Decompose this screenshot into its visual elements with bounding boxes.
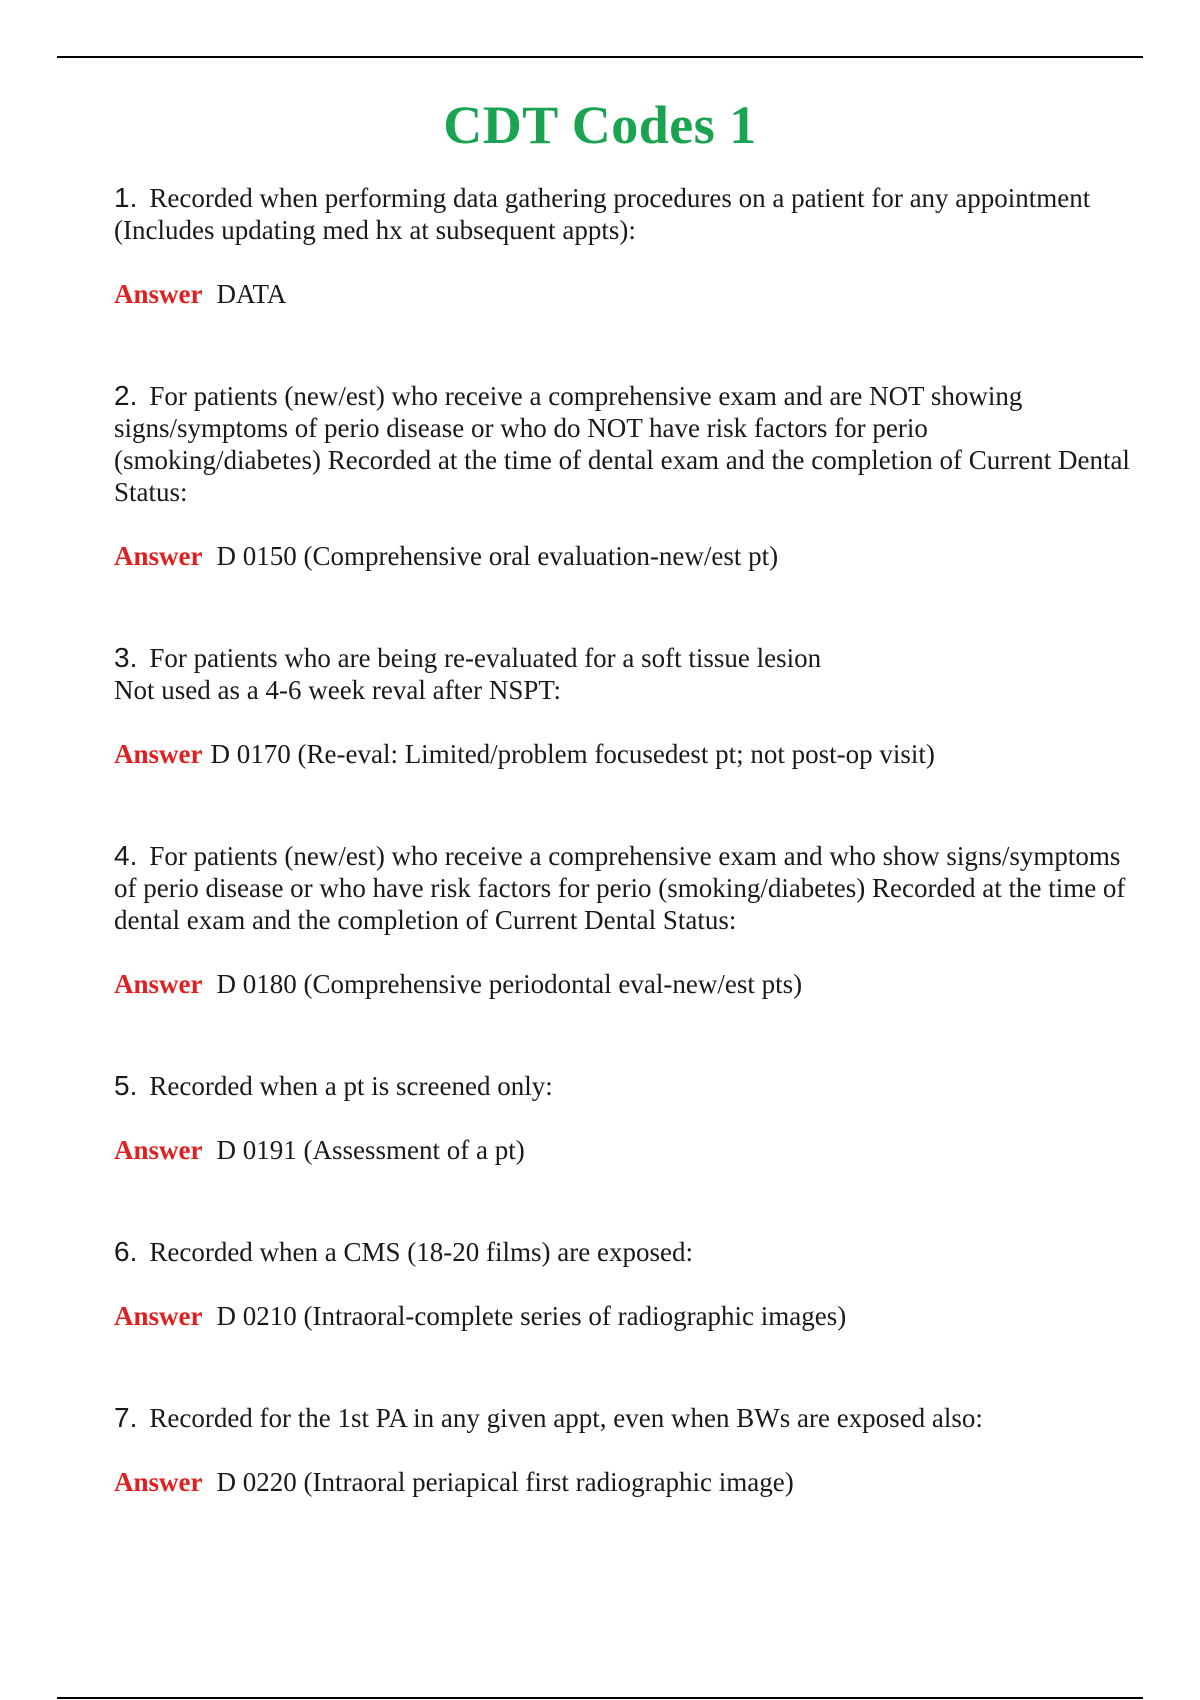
answer-value: D 0191 (Assessment of a pt) [216, 1135, 525, 1165]
bottom-rule [57, 1697, 1143, 1699]
answer-label: Answer [114, 969, 203, 999]
question-item-7 [114, 1402, 1134, 1498]
question-number: 4. [114, 840, 138, 871]
question-number: 2. [114, 380, 138, 411]
answer-row [114, 968, 1134, 1000]
question-text [114, 642, 1134, 706]
question-item-4 [114, 840, 1134, 1070]
question-number: 3. [114, 642, 138, 673]
question-body: For patients (new/est) who receive a comprehensive exam and are NOT showing signs/symptoms of perio disease or who do NOT have risk factors for perio (smoking/diabetes) Recorded at the time of dental exam and the completion of Current Dental Status: [114, 381, 1130, 507]
question-item-3 [114, 642, 1134, 840]
answer-row [114, 738, 1134, 770]
question-body: Recorded when performing data gathering procedures on a patient for any appointment (Includes updating med hx at subsequent appts): [114, 183, 1091, 245]
answer-label: Answer [114, 1301, 203, 1331]
question-body: Recorded for the 1st PA in any given appt, even when BWs are exposed also: [149, 1403, 983, 1433]
answer-value: DATA [216, 279, 287, 309]
question-body: For patients (new/est) who receive a comprehensive exam and who show signs/symptoms of perio disease or who have risk factors for perio (smoking/diabetes) Recorded at the time of dental exam and the completion of Current Dental Status: [114, 841, 1126, 935]
question-number: 6. [114, 1236, 138, 1267]
answer-label: Answer [114, 541, 203, 571]
question-body: For patients who are being re-evaluated for a soft tissue lesion [149, 643, 822, 673]
question-text [114, 840, 1134, 936]
question-text [114, 182, 1134, 246]
answer-row [114, 1466, 1134, 1498]
question-body: Recorded when a pt is screened only: [149, 1071, 553, 1101]
answer-label: Answer [114, 1467, 203, 1497]
answer-value: D 0170 (Re-eval: Limited/problem focusedest pt; not post-op visit) [210, 739, 935, 769]
answer-row [114, 1300, 1134, 1332]
question-number: 1. [114, 182, 138, 213]
answer-value: D 0220 (Intraoral periapical first radiographic image) [216, 1467, 794, 1497]
question-list [114, 182, 1134, 1498]
question-body: Recorded when a CMS (18-20 films) are exposed: [149, 1237, 693, 1267]
question-number: 7. [114, 1402, 138, 1433]
question-item-1 [114, 182, 1134, 380]
answer-row [114, 540, 1134, 572]
answer-label: Answer [114, 279, 203, 309]
answer-row [114, 278, 1134, 310]
top-rule [57, 56, 1143, 58]
answer-label: Answer [114, 739, 203, 769]
answer-label: Answer [114, 1135, 203, 1165]
question-number: 5. [114, 1070, 138, 1101]
question-text [114, 1070, 1134, 1102]
answer-value: D 0210 (Intraoral-complete series of radiographic images) [216, 1301, 847, 1331]
page-title: CDT Codes 1 [443, 95, 757, 156]
question-item-2 [114, 380, 1134, 642]
question-text [114, 1236, 1134, 1268]
question-text [114, 1402, 1134, 1434]
question-item-5 [114, 1070, 1134, 1236]
answer-value: D 0150 (Comprehensive oral evaluation-new/est pt) [216, 541, 779, 571]
question-text [114, 380, 1134, 508]
answer-value: D 0180 (Comprehensive periodontal eval-new/est pts) [216, 969, 803, 999]
question-body-line2: Not used as a 4-6 week reval after NSPT: [114, 675, 562, 705]
answer-row [114, 1134, 1134, 1166]
question-item-6 [114, 1236, 1134, 1402]
